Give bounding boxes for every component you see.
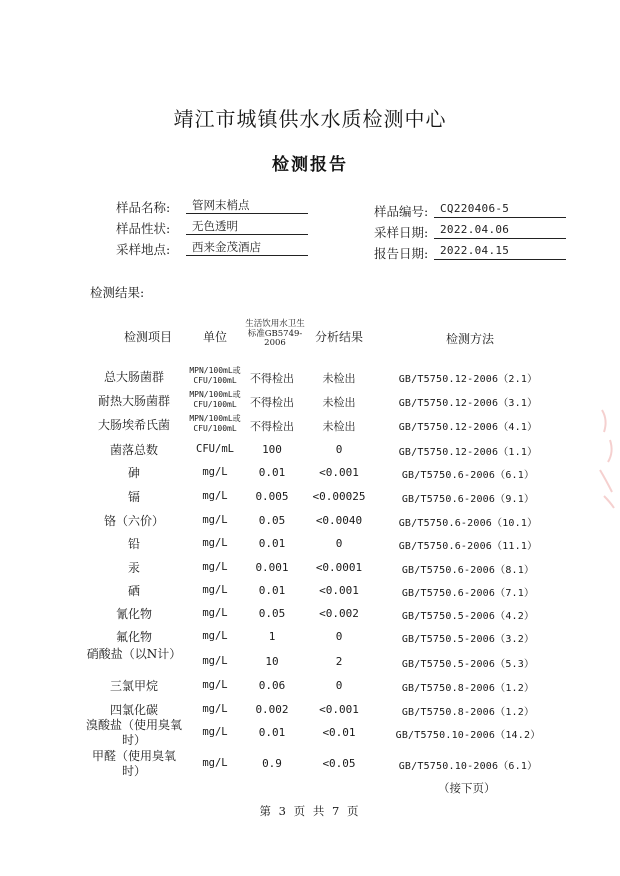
cell-method: GB/T5750.5-2006（3.2） [401,634,535,645]
cell-item: 总大肠菌群 [103,370,164,384]
header-method: 检测方法 [445,332,494,346]
sampling-site-value: 西来金茂酒店 [186,239,308,256]
header-standard: 生活饮用水卫生标准GB5749-2006 [245,319,305,348]
cell-result: <0.0040 [315,514,363,527]
cell-method: GB/T5750.6-2006（9.1） [401,494,535,505]
cell-unit: mg/L [202,630,228,642]
cell-item: 砷 [127,466,140,480]
cell-standard: 100 [262,443,282,456]
results-label: 检测结果: [90,285,145,300]
cell-item: 铬（六价） [103,514,164,528]
cell-result: <0.0001 [315,561,363,574]
cell-unit: MPN/100mL或CFU/100mL [189,390,241,409]
cell-unit: mg/L [202,607,228,619]
cell-result: <0.001 [319,466,359,479]
cell-result: 未检出 [322,372,356,385]
cell-result: 0 [335,537,343,550]
cell-unit: mg/L [202,726,228,738]
cell-result: 0 [335,443,343,456]
cell-standard: 0.005 [255,490,289,503]
cell-method: GB/T5750.6-2006（8.1） [401,565,535,576]
cell-result: <0.002 [319,607,359,620]
sample-name-value: 管网末梢点 [186,197,308,214]
cell-item: 四氯化碳 [109,703,158,717]
cell-unit: mg/L [202,679,228,691]
cell-item: 三氯甲烷 [109,679,158,693]
cell-item: 硝酸盐（以N计） [86,647,182,661]
cell-method: GB/T5750.12-2006（2.1） [398,374,538,385]
cell-item: 菌落总数 [109,443,158,457]
cell-standard: 0.001 [255,561,289,574]
sampling-date-value: 2022.04.06 [434,222,566,239]
cell-method: GB/T5750.12-2006（4.1） [398,422,538,433]
cell-item: 铅 [127,537,140,551]
cell-unit: mg/L [202,703,228,715]
report-title: 检测报告 [272,155,348,175]
cell-method: GB/T5750.6-2006（11.1） [398,541,538,552]
cell-unit: MPN/100mL或CFU/100mL [189,366,241,385]
sample-nature-value: 无色透明 [186,218,308,235]
cell-item: 溴酸盐（使用臭氧时） [86,718,183,747]
header-item: 检测项目 [123,330,172,344]
cell-unit: mg/L [202,561,228,573]
cell-method: GB/T5750.8-2006（1.2） [401,683,535,694]
cell-unit: mg/L [202,584,228,596]
cell-method: GB/T5750.10-2006（14.2） [395,730,541,741]
cell-unit: mg/L [202,466,228,478]
sample-name-label: 样品名称: [116,200,171,215]
cell-result: 2 [335,655,343,668]
cell-item: 氰化物 [115,607,152,621]
cell-method: GB/T5750.6-2006（6.1） [401,470,535,481]
sample-nature-label: 样品性状: [116,221,171,236]
cell-unit: CFU/mL [196,443,234,455]
cell-result: 未检出 [322,396,356,409]
cell-method: GB/T5750.10-2006（6.1） [398,761,538,772]
stamp-mark-icon [594,400,620,510]
cell-item: 硒 [127,584,140,598]
report-date-label: 报告日期: [374,246,429,261]
cell-result: <0.05 [322,757,356,770]
cell-method: GB/T5750.5-2006（5.3） [401,659,535,670]
page-footer: 第 3 页 共 7 页 [259,804,361,818]
cell-result: 0 [335,630,343,643]
cell-unit: MPN/100mL或CFU/100mL [189,414,241,433]
cell-item: 镉 [127,490,140,504]
cell-result: <0.01 [322,726,356,739]
cell-result: <0.00025 [312,490,366,503]
cell-standard: 0.01 [258,726,286,739]
cell-unit: mg/L [202,655,228,667]
cell-standard: 不得检出 [250,420,294,433]
sampling-site-label: 采样地点: [116,242,171,257]
cell-method: GB/T5750.6-2006（10.1） [398,518,538,529]
report-date-value: 2022.04.15 [434,243,566,260]
cell-standard: 0.01 [258,537,286,550]
cell-item: 汞 [127,561,140,575]
cell-method: GB/T5750.5-2006（4.2） [401,611,535,622]
cell-standard: 10 [265,655,279,668]
cell-standard: 0.9 [262,757,282,770]
cell-standard: 不得检出 [250,396,294,409]
cell-method: GB/T5750.6-2006（7.1） [401,588,535,599]
cell-result: 未检出 [322,420,356,433]
cell-standard: 0.01 [258,466,286,479]
cell-unit: mg/L [202,514,228,526]
cell-item: 大肠埃希氏菌 [97,418,170,432]
sample-no-value: CQ220406-5 [434,201,566,218]
cell-result: <0.001 [319,584,359,597]
cell-method: GB/T5750.12-2006（1.1） [398,447,538,458]
cell-method: GB/T5750.8-2006（1.2） [401,707,535,718]
sample-no-label: 样品编号: [374,204,429,219]
cell-standard: 不得检出 [250,372,294,385]
cell-standard: 0.002 [255,703,289,716]
header-result: 分析结果 [314,330,363,344]
org-title: 靖江市城镇供水水质检测中心 [173,107,447,131]
cell-result: <0.001 [319,703,359,716]
cell-unit: mg/L [202,490,228,502]
continued-note: （接下页） [438,781,496,795]
cell-result: 0 [335,679,343,692]
cell-item: 耐热大肠菌群 [97,394,170,408]
header-unit: 单位 [202,330,227,344]
cell-item: 甲醛（使用臭氧时） [91,749,176,778]
cell-standard: 0.06 [258,679,286,692]
cell-standard: 1 [268,630,276,643]
cell-unit: mg/L [202,537,228,549]
cell-standard: 0.01 [258,584,286,597]
cell-item: 氟化物 [115,630,152,644]
cell-method: GB/T5750.12-2006（3.1） [398,398,538,409]
sampling-date-label: 采样日期: [374,225,429,240]
cell-unit: mg/L [202,757,228,769]
cell-standard: 0.05 [258,607,286,620]
cell-standard: 0.05 [258,514,286,527]
